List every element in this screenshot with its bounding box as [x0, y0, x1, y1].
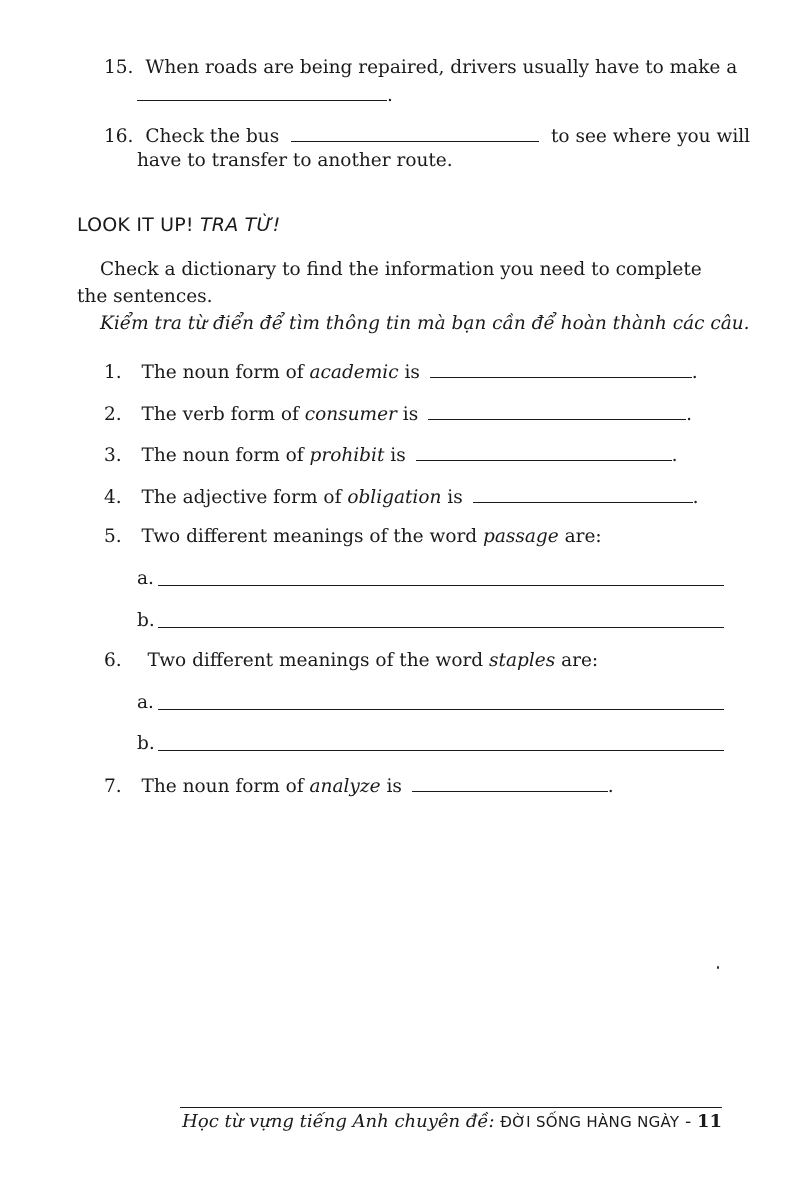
item-end: .	[686, 404, 692, 425]
item-text-after: are:	[564, 526, 602, 547]
exercise-item-5-b: b.	[137, 610, 155, 631]
exercise-item-6-b: b.	[137, 733, 155, 754]
item-word: obligation	[347, 487, 442, 508]
answer-blank[interactable]	[137, 81, 387, 101]
instruction-vietnamese: Kiểm tra từ điển để tìm thông tin mà bạn cần để hoàn thành các câu.	[100, 313, 750, 334]
exercise-item-5-a: a.	[137, 568, 154, 589]
item-text-before: Two different meanings of the word	[147, 650, 484, 671]
item-number: 7.	[104, 776, 122, 797]
footer-subject: ĐỜI SỐNG HÀNG NGÀY	[500, 1113, 680, 1131]
section-heading	[77, 214, 280, 236]
item-word: consumer	[304, 404, 397, 425]
item-number: 16.	[104, 126, 134, 147]
answer-blank[interactable]	[428, 400, 686, 420]
item-text-before: The noun form of	[141, 776, 304, 797]
item-text-after: is	[386, 776, 402, 797]
item-number: 15.	[104, 57, 134, 78]
exercise-item-7	[104, 772, 614, 800]
instruction-english: Check a dictionary to find the information you need to complete the sentences.	[77, 259, 702, 307]
item-number: 2.	[104, 404, 122, 425]
item-number: 5.	[104, 526, 122, 547]
item-text-before: The noun form of	[141, 445, 304, 466]
footer-separator: -	[685, 1111, 692, 1132]
item-text-before: The noun form of	[141, 362, 304, 383]
answer-line-5a[interactable]	[158, 585, 724, 586]
scan-speck	[717, 966, 719, 969]
exercise-item-1	[104, 358, 698, 386]
item-number: 6.	[104, 650, 122, 671]
item-number: 3.	[104, 445, 122, 466]
answer-blank[interactable]	[291, 122, 539, 142]
item-text-before: The verb form of	[141, 404, 299, 425]
item-text-before: The adjective form of	[141, 487, 342, 508]
answer-blank[interactable]	[416, 441, 672, 461]
exercise-item-5	[104, 524, 602, 550]
exercise-item-16	[104, 122, 750, 150]
footer-book-title: Học từ vựng tiếng Anh chuyên đề:	[182, 1111, 495, 1132]
item-end: .	[692, 487, 699, 508]
exercise-item-2	[104, 400, 692, 428]
footer-rule	[180, 1107, 722, 1108]
exercise-item-6-a: a.	[137, 692, 154, 713]
item-text-after: is	[402, 404, 419, 425]
item-text-after: is	[404, 362, 420, 383]
answer-line-5b[interactable]	[158, 627, 724, 628]
exercise-item-16-line2: have to transfer to another route.	[137, 150, 453, 171]
answer-blank[interactable]	[430, 358, 692, 378]
item-word: passage	[483, 526, 559, 547]
item-text-before: Two different meanings of the word	[141, 526, 478, 547]
exercise-item-15	[104, 55, 737, 81]
item-end: .	[671, 445, 678, 466]
item-word: analyze	[309, 776, 381, 797]
item-number: 1.	[104, 362, 122, 383]
item-end: .	[607, 776, 614, 797]
answer-line-6a[interactable]	[158, 709, 724, 710]
exercise-item-15-line2	[137, 81, 393, 109]
item-end: .	[691, 362, 698, 383]
page-footer	[182, 1111, 722, 1132]
item-text-after: is	[390, 445, 406, 466]
item-end: .	[387, 85, 393, 106]
answer-line-6b[interactable]	[158, 750, 724, 751]
item-text-after: to see where you will	[551, 126, 751, 147]
answer-blank[interactable]	[473, 483, 693, 503]
item-word: staples	[489, 650, 556, 671]
exercise-item-6	[104, 648, 598, 674]
answer-blank[interactable]	[412, 772, 608, 792]
item-text-after: are:	[561, 650, 599, 671]
item-text: When roads are being repaired, drivers usually have to make a	[145, 57, 738, 78]
page-number: 11	[696, 1111, 722, 1132]
heading-vietnamese: TRA TỪ!	[200, 214, 281, 236]
item-number: 4.	[104, 487, 122, 508]
exercise-item-3	[104, 441, 677, 469]
item-word: prohibit	[309, 445, 385, 466]
item-word: academic	[309, 362, 399, 383]
exercise-item-4	[104, 483, 699, 511]
item-text-before: Check the bus	[145, 126, 280, 147]
heading-english: LOOK IT UP!	[77, 214, 194, 236]
item-text-after: is	[447, 487, 463, 508]
